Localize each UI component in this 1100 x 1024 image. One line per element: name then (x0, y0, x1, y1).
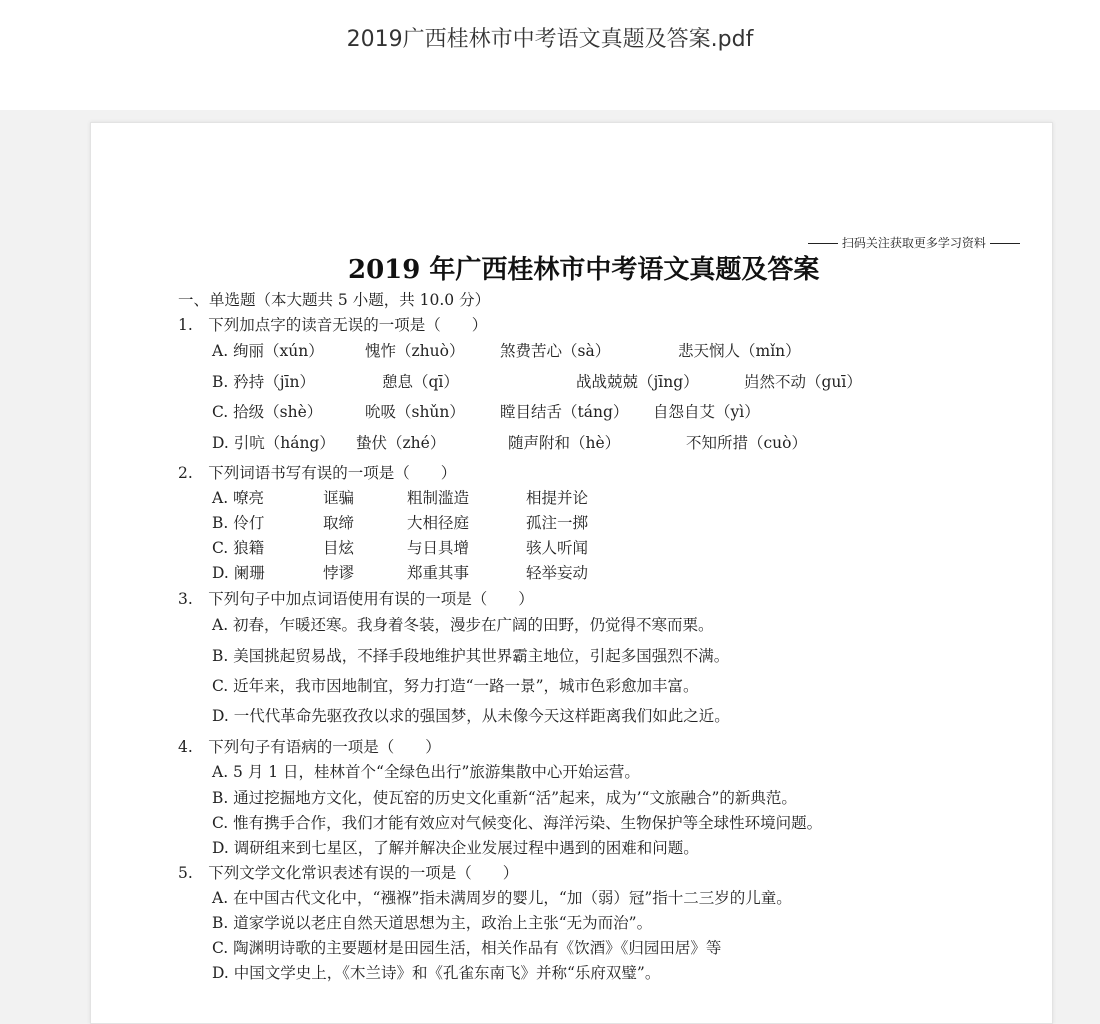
q4-option-b: B. 通过挖掘地方文化，使瓦窑的历史文化重新“活”起来，成为’“文旅融合”的新典范。 (212, 789, 797, 807)
q2-option-b-3: 大相径庭 (407, 514, 470, 532)
q1-option-b-2: 憩息（qī） (382, 373, 459, 391)
q2-option-a-1: A. 嘹亮 (212, 489, 265, 507)
question-2-stem: 2. 下列词语书写有误的一项是（ ） (178, 464, 457, 482)
section-heading: 一、单选题（本大题共 5 小题，共 10.0 分） (178, 291, 491, 309)
q1-option-b-3: 战战兢兢（jīng） (576, 373, 699, 391)
promo-rule-left (808, 243, 838, 244)
q2-option-a-3: 粗制滥造 (407, 489, 470, 507)
q2-option-b-1: B. 伶仃 (212, 514, 265, 532)
q5-option-d: D. 中国文学史上，《木兰诗》和《孔雀东南飞》并称“乐府双璧”。 (212, 964, 661, 982)
promo-rule-right (990, 243, 1020, 244)
q2-option-c-3: 与日具增 (407, 539, 470, 557)
q5-option-a: A. 在中国古代文化中，“襁褓”指未满周岁的婴儿，“加（弱）冠”指十二三岁的儿童。 (212, 889, 792, 907)
q2-option-d-3: 郑重其事 (407, 564, 470, 582)
q1-option-a-3: 煞费苦心（sà） (500, 342, 611, 360)
question-3-stem: 3. 下列句子中加点词语使用有误的一项是（ ） (178, 590, 534, 608)
q3-option-d: D. 一代代革命先驱孜孜以求的强国梦，从未像今天这样距离我们如此之近。 (212, 707, 730, 725)
q1-option-a-4: 悲天悯人（mǐn） (678, 342, 801, 360)
q2-option-a-2: 诓骗 (323, 489, 355, 507)
q4-option-c: C. 惟有携手合作，我们才能有效应对气候变化、海洋污染、生物保护等全球性环境问题。 (212, 814, 823, 832)
q4-option-a: A. 5 月 1 日，桂林首个“全绿色出行”旅游集散中心开始运营。 (212, 763, 640, 781)
q2-option-c-1: C. 狼籍 (212, 539, 265, 557)
question-1-stem: 1. 下列加点字的读音无误的一项是（ ） (178, 316, 488, 334)
q1-option-a-1: A. 绚丽（xún） (212, 342, 324, 360)
question-5-stem: 5. 下列文学文化常识表述有误的一项是（ ） (178, 864, 519, 882)
q5-option-c: C. 陶渊明诗歌的主要题材是田园生活，相关作品有《饮酒》《归园田居》等 (212, 939, 722, 957)
promo-text: 扫码关注获取更多学习资料 (841, 236, 986, 250)
q2-option-a-4: 相提并论 (526, 489, 589, 507)
q1-option-d-2: 蛰伏（zhé） (356, 434, 446, 452)
q2-option-d-4: 轻举妄动 (526, 564, 589, 582)
q2-option-b-4: 孤注一掷 (526, 514, 589, 532)
q3-option-c: C. 近年来，我市因地制宜，努力打造“一路一景”，城市色彩愈加丰富。 (212, 677, 699, 695)
q1-option-c-2: 吮吸（shǔn） (365, 403, 465, 421)
q1-option-c-4: 自怨自艾（yì） (653, 403, 760, 421)
q2-option-d-1: D. 阑珊 (212, 564, 265, 582)
viewer-header (0, 0, 1100, 110)
question-4-stem: 4. 下列句子有语病的一项是（ ） (178, 738, 441, 756)
q1-option-b-1: B. 矜持（jīn） (212, 373, 315, 391)
q5-option-b: B. 道家学说以老庄自然天道思想为主，政治上主张“无为而治”。 (212, 914, 653, 932)
q1-option-a-2: 愧怍（zhuò） (365, 342, 465, 360)
q1-option-d-4: 不知所措（cuò） (686, 434, 807, 452)
q2-option-c-4: 骇人听闻 (526, 539, 589, 557)
q1-option-d-3: 随声附和（hè） (508, 434, 621, 452)
q3-option-b: B. 美国挑起贸易战，不择手段地维护其世界霸主地位，引起多国强烈不满。 (212, 647, 730, 665)
q1-option-c-1: C. 拾级（shè） (212, 403, 323, 421)
q2-option-b-2: 取缔 (323, 514, 355, 532)
q1-option-d-1: D. 引吭（háng） (212, 434, 335, 452)
q4-option-d: D. 调研组来到七星区，了解并解决企业发展过程中遇到的困难和问题。 (212, 839, 699, 857)
q2-option-d-2: 悖谬 (323, 564, 355, 582)
q1-option-c-3: 瞠目结舌（táng） (500, 403, 629, 421)
q3-option-a: A. 初春，乍暖还寒。我身着冬装，漫步在广阔的田野，仍觉得不寒而栗。 (212, 616, 714, 634)
q1-option-b-4: 岿然不动（guī） (744, 373, 862, 391)
exam-heading: 2019 年广西桂林市中考语文真题及答案 (348, 255, 820, 285)
document-title: 2019广西桂林市中考语文真题及答案.pdf (346, 27, 754, 52)
q2-option-c-2: 目炫 (323, 539, 355, 557)
promo-banner (808, 234, 1020, 251)
